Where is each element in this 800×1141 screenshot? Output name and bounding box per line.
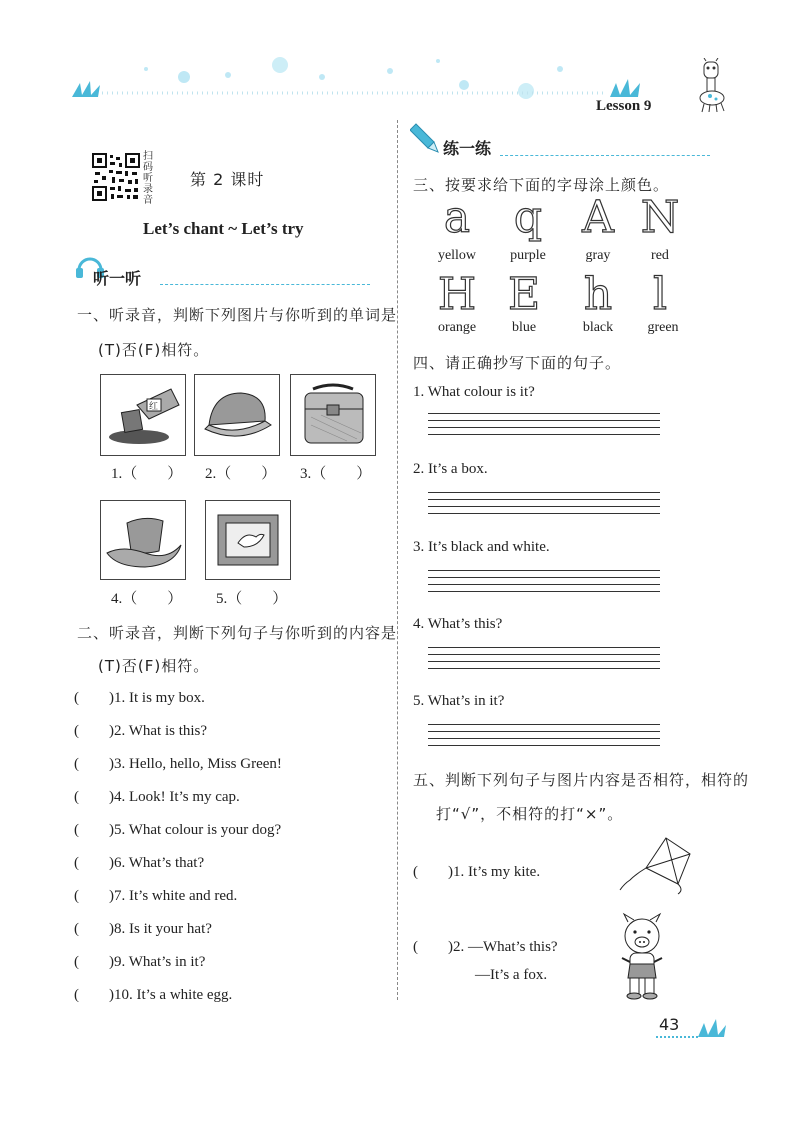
letter-a[interactable]: a: [443, 192, 471, 243]
answer-bracket[interactable]: ( ): [413, 864, 453, 880]
picture-frame-image: [205, 500, 291, 580]
list-item[interactable]: ( )1. It is my box.: [74, 690, 205, 706]
list-item[interactable]: ( )5. What colour is your dog?: [74, 822, 282, 838]
pig-image: [612, 912, 674, 1002]
answer-bracket[interactable]: ( ): [74, 822, 114, 838]
q4-sentence-4: 4. What’s this?: [413, 616, 503, 632]
q4-instruction: 四、请正确抄写下面的句子。: [413, 354, 622, 372]
letter-l[interactable]: l: [652, 269, 668, 320]
letter-H[interactable]: H: [437, 269, 477, 320]
qr-caption: 扫码听录音: [143, 151, 153, 206]
q1-instruction-line1: 一、听录音，判断下列图片与你听到的单词是: [77, 306, 398, 324]
letter-A[interactable]: A: [582, 192, 614, 243]
q1-item-2[interactable]: 2.（ ）: [205, 466, 277, 482]
answer-bracket[interactable]: ( ): [74, 855, 114, 871]
bag-image: [290, 374, 376, 456]
writing-lines-1[interactable]: [428, 413, 660, 441]
letter-h[interactable]: h: [583, 269, 613, 320]
writing-lines-3[interactable]: [428, 570, 660, 598]
subtitle: Let’s chant ~ Let’s try: [143, 219, 304, 238]
list-item[interactable]: ( )9. What’s in it?: [74, 954, 206, 970]
list-item[interactable]: ( )2. What is this?: [74, 723, 208, 739]
paint-image: [100, 374, 186, 456]
section-title-listen: 听一听: [93, 269, 142, 288]
paint-label: 红: [149, 402, 159, 412]
q4-sentence-1: 1. What colour is it?: [413, 384, 535, 400]
answer-bracket[interactable]: ( ): [74, 789, 114, 805]
q4-sentence-3: 3. It’s black and white.: [413, 539, 550, 555]
page-number: 43: [659, 1015, 680, 1034]
list-item[interactable]: ( )7. It’s white and red.: [74, 888, 238, 904]
q4-sentence-5: 5. What’s in it?: [413, 693, 505, 709]
list-item[interactable]: ( )4. Look! It’s my cap.: [74, 789, 240, 805]
answer-bracket[interactable]: ( ): [74, 954, 114, 970]
q5-item-2[interactable]: ( )2. —What’s this?: [413, 939, 558, 955]
answer-bracket[interactable]: ( ): [74, 987, 114, 1003]
q1-item-4[interactable]: 4.（ ）: [111, 591, 183, 607]
letter-N[interactable]: N: [640, 192, 680, 243]
color-name-gray: gray: [585, 248, 611, 263]
answer-bracket[interactable]: ( ): [74, 888, 114, 904]
q5-item-2-answer: —It’s a fox.: [475, 967, 548, 983]
list-item[interactable]: ( )3. Hello, hello, Miss Green!: [74, 756, 282, 772]
q1-instruction-line2: (T)否(F)相符。: [98, 341, 210, 359]
q4-sentence-2: 2. It’s a box.: [413, 461, 488, 477]
q5-instruction-line2: 打“√”，不相符的打“×”。: [436, 805, 624, 823]
list-item[interactable]: ( )10. It’s a white egg.: [74, 987, 233, 1003]
lesson-label: Lesson 9: [596, 98, 652, 114]
writing-lines-4[interactable]: [428, 647, 660, 675]
color-name-red: red: [651, 248, 669, 263]
color-name-purple: purple: [510, 248, 546, 263]
answer-bracket[interactable]: ( ): [74, 756, 114, 772]
lesson-period: 第 2 课时: [190, 170, 265, 189]
color-name-orange: orange: [437, 320, 477, 335]
q1-item-1[interactable]: 1.（ ）: [111, 466, 183, 482]
list-item[interactable]: ( )8. Is it your hat?: [74, 921, 212, 937]
q5-instruction-line1: 五、判断下列句子与图片内容是否相符，相符的: [413, 771, 750, 789]
color-name-blue: blue: [511, 320, 537, 335]
q2-sentence-list: [74, 686, 282, 1016]
writing-lines-2[interactable]: [428, 492, 660, 520]
q2-instruction-line1: 二、听录音，判断下列句子与你听到的内容是: [77, 624, 398, 642]
answer-bracket[interactable]: ( ): [74, 921, 114, 937]
color-name-green: green: [647, 320, 679, 335]
footer-grass-decoration: [652, 1015, 732, 1041]
column-divider: [397, 120, 398, 1000]
answer-bracket[interactable]: ( ): [74, 723, 114, 739]
qr-code-icon[interactable]: [92, 153, 140, 201]
q1-item-5[interactable]: 5.（ ）: [216, 591, 288, 607]
q1-item-3[interactable]: 3.（ ）: [300, 466, 372, 482]
section-underline: [500, 155, 710, 156]
answer-bracket[interactable]: ( ): [74, 690, 114, 706]
kite-image: [618, 834, 694, 898]
color-name-yellow: yellow: [437, 248, 477, 263]
letter-E[interactable]: E: [507, 269, 541, 320]
letter-q[interactable]: q: [513, 192, 543, 243]
giraffe-icon: [690, 58, 730, 114]
section-title-practice: 练一练: [443, 139, 492, 158]
pencil-icon: [410, 120, 440, 156]
section-underline: [160, 284, 370, 285]
hat-image: [100, 500, 186, 580]
q5-item-1[interactable]: ( )1. It’s my kite.: [413, 864, 541, 880]
q2-instruction-line2: (T)否(F)相符。: [98, 657, 210, 675]
list-item[interactable]: ( )6. What’s that?: [74, 855, 205, 871]
cap-image: [194, 374, 280, 456]
q3-instruction: 三、按要求给下面的字母涂上颜色。: [413, 176, 670, 194]
answer-bracket[interactable]: ( ): [413, 939, 453, 955]
writing-lines-5[interactable]: [428, 724, 660, 752]
color-name-black: black: [582, 320, 614, 335]
